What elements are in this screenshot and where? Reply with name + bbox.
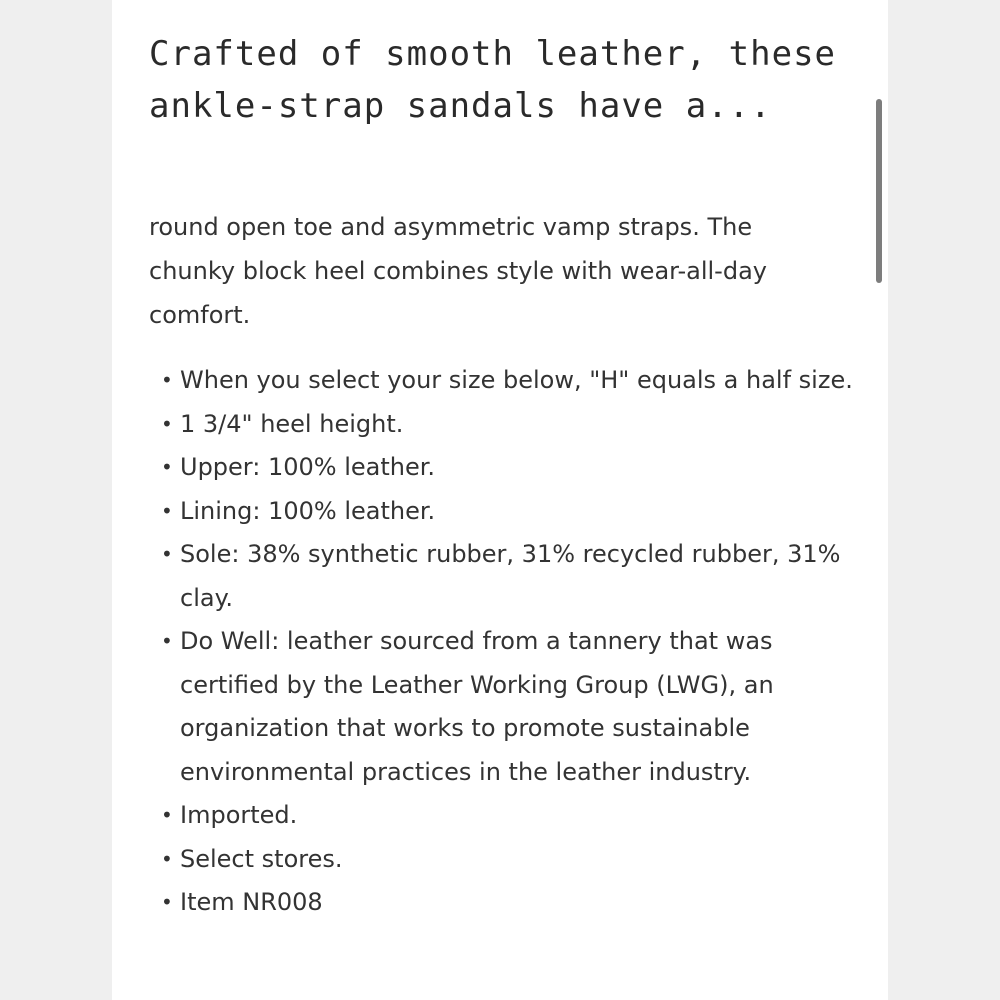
product-details-list [149, 359, 869, 925]
detail-text: Lining: 100% leather. [180, 496, 436, 525]
scrollbar-thumb[interactable] [876, 99, 882, 283]
detail-item [149, 533, 869, 620]
product-headline: Crafted of smooth leather, these ankle-strap sandals have a... [149, 34, 837, 126]
vertical-scrollbar[interactable] [872, 95, 884, 285]
bullet-icon: • [161, 455, 173, 479]
detail-item [149, 403, 869, 447]
bullet-icon: • [161, 542, 173, 566]
detail-text: Do Well: leather sourced from a tannery that was certified by the Leather Working Group (LWG), an organization that works to promote sustainable environmental practices in the leather industry. [180, 627, 774, 786]
detail-text: 1 3/4" heel height. [180, 409, 404, 438]
detail-item [149, 794, 869, 838]
detail-item [149, 359, 869, 403]
detail-text: Imported. [180, 801, 298, 829]
bullet-icon: • [161, 890, 173, 914]
detail-item [149, 838, 869, 882]
product-intro: round open toe and asymmetric vamp straps. The chunky block heel combines style with wear-all-day comfort. [149, 213, 767, 329]
detail-text: Select stores. [180, 844, 343, 873]
product-description-panel [112, 0, 888, 1000]
detail-item [149, 446, 869, 490]
bullet-icon: • [161, 629, 173, 653]
detail-text: Sole: 38% synthetic rubber, 31% recycled rubber, 31% clay. [180, 540, 841, 612]
detail-item [149, 490, 869, 534]
bullet-icon: • [161, 498, 173, 523]
bullet-icon: • [161, 846, 173, 871]
detail-text: Item NR008 [180, 888, 323, 916]
detail-text: When you select your size below, "H" equals a half size. [180, 366, 853, 394]
bullet-icon: • [161, 368, 173, 392]
detail-text: Upper: 100% leather. [180, 453, 436, 481]
bullet-icon: • [161, 803, 173, 827]
detail-item [149, 881, 869, 925]
detail-item [149, 620, 869, 794]
bullet-icon: • [161, 411, 173, 436]
